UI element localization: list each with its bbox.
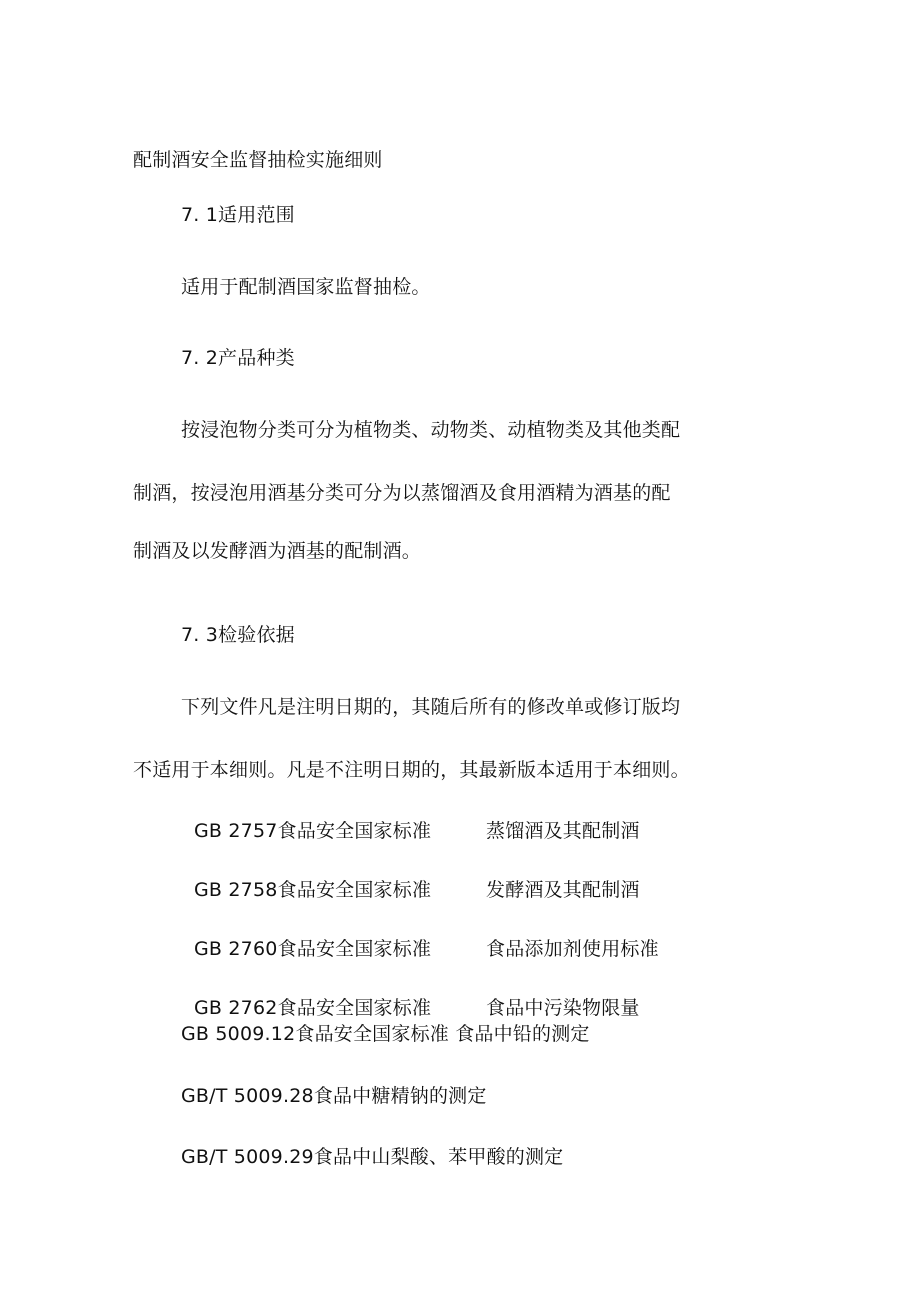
- standard-entry: [194, 996, 794, 1020]
- section-paragraph-line: 按浸泡物分类可分为植物类、动物类、动植物类及其他类配: [181, 419, 681, 441]
- section-paragraph-line: 适用于配制酒国家监督抽检。: [181, 276, 431, 298]
- section-heading-inspection-basis: 7. 3检验依据: [181, 624, 295, 646]
- standard-entry-lead-determination: GB 5009.12食品安全国家标准 食品中铅的测定: [181, 1023, 590, 1045]
- standard-code: GB 2762食品安全国家标准: [194, 997, 432, 1019]
- standard-subject: 发酵酒及其配制酒: [486, 879, 640, 901]
- document-title-text: 配制酒安全监督抽检实施细则: [133, 149, 383, 171]
- section-heading-scope: 7. 1适用范围: [181, 204, 295, 226]
- standard-code: GB 2760食品安全国家标准: [194, 938, 432, 960]
- standard-entry: [194, 937, 794, 961]
- standard-subject: 食品添加剂使用标准: [486, 938, 659, 960]
- section-paragraph-line: 下列文件凡是注明日期的，其随后所有的修改单或修订版均: [181, 696, 681, 718]
- standard-entry: [194, 819, 794, 843]
- section-heading-product-types: 7. 2产品种类: [181, 347, 295, 369]
- section-paragraph-line: 不适用于本细则。凡是不注明日期的，其最新版本适用于本细则。: [133, 759, 690, 781]
- standard-subject: 蒸馏酒及其配制酒: [486, 820, 640, 842]
- section-paragraph-line: 制酒及以发酵酒为酒基的配制酒。: [133, 540, 422, 562]
- standard-entry: [194, 878, 794, 902]
- standard-entry-saccharin-determination: GB/T 5009.28食品中糖精钠的测定: [181, 1085, 487, 1107]
- standard-code: GB 2758食品安全国家标准: [194, 879, 432, 901]
- standard-subject: 食品中污染物限量: [486, 997, 640, 1019]
- section-paragraph-line: 制酒，按浸泡用酒基分类可分为以蒸馏酒及食用酒精为酒基的配: [133, 482, 671, 504]
- standard-entry-sorbic-benzoic-determination: GB/T 5009.29食品中山梨酸、苯甲酸的测定: [181, 1146, 564, 1168]
- standard-code: GB 2757食品安全国家标准: [194, 820, 432, 842]
